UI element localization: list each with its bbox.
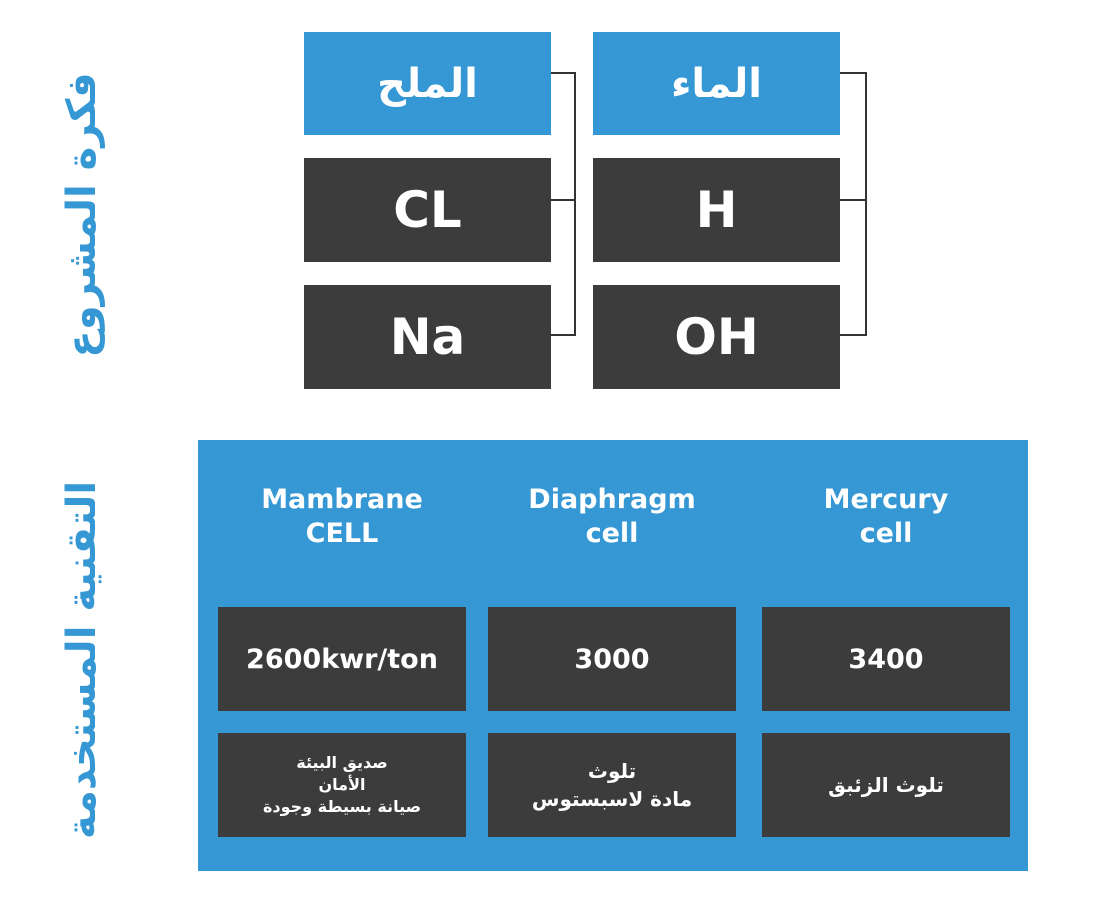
technology-used-title: التقنية المستخدمة [59, 480, 105, 840]
tech-diaphragm-note-1: تلوث [587, 759, 637, 783]
water-connector-bracket [840, 72, 867, 336]
tech-diaphragm-title [482, 483, 742, 551]
water-header: الماء [593, 32, 840, 135]
tech-membrane-note-2: الأمان [318, 775, 366, 794]
tech-diaphragm-title-line1: Diaphragm [528, 484, 696, 515]
salt-connector-bracket [551, 72, 576, 336]
tech-membrane-note-3: صيانة بسيطة وجودة [262, 797, 422, 816]
salt-element-na: Na [304, 285, 551, 389]
tech-membrane-notes [218, 733, 466, 837]
tech-mercury-title-line1: Mercury [823, 484, 949, 515]
tech-diaphragm-title-line2: cell [585, 518, 639, 549]
project-idea-title: فكرة المشروع [59, 72, 105, 358]
tech-diaphragm-note-2: مادة لاسبستوس [531, 787, 693, 811]
salt-header: الملح [304, 32, 551, 135]
water-element-h: H [593, 158, 840, 262]
water-connector-tick [840, 199, 867, 201]
tech-mercury-title-line2: cell [859, 518, 913, 549]
tech-mercury-energy: 3400 [762, 607, 1010, 711]
tech-mercury-note-1: تلوث الزئبق [828, 773, 944, 797]
tech-membrane-title-line2: CELL [305, 518, 379, 549]
tech-mercury-notes [762, 733, 1010, 837]
tech-membrane-note-1: صديق البيئة [296, 753, 388, 772]
tech-membrane-energy: 2600kwr/ton [218, 607, 466, 711]
water-element-oh: OH [593, 285, 840, 389]
salt-connector-tick [551, 199, 576, 201]
salt-element-cl: CL [304, 158, 551, 262]
tech-membrane-title-line1: Mambrane [261, 484, 423, 515]
tech-diaphragm-energy: 3000 [488, 607, 736, 711]
tech-mercury-title [756, 483, 1016, 551]
tech-membrane-title [212, 483, 472, 551]
tech-diaphragm-notes [488, 733, 736, 837]
